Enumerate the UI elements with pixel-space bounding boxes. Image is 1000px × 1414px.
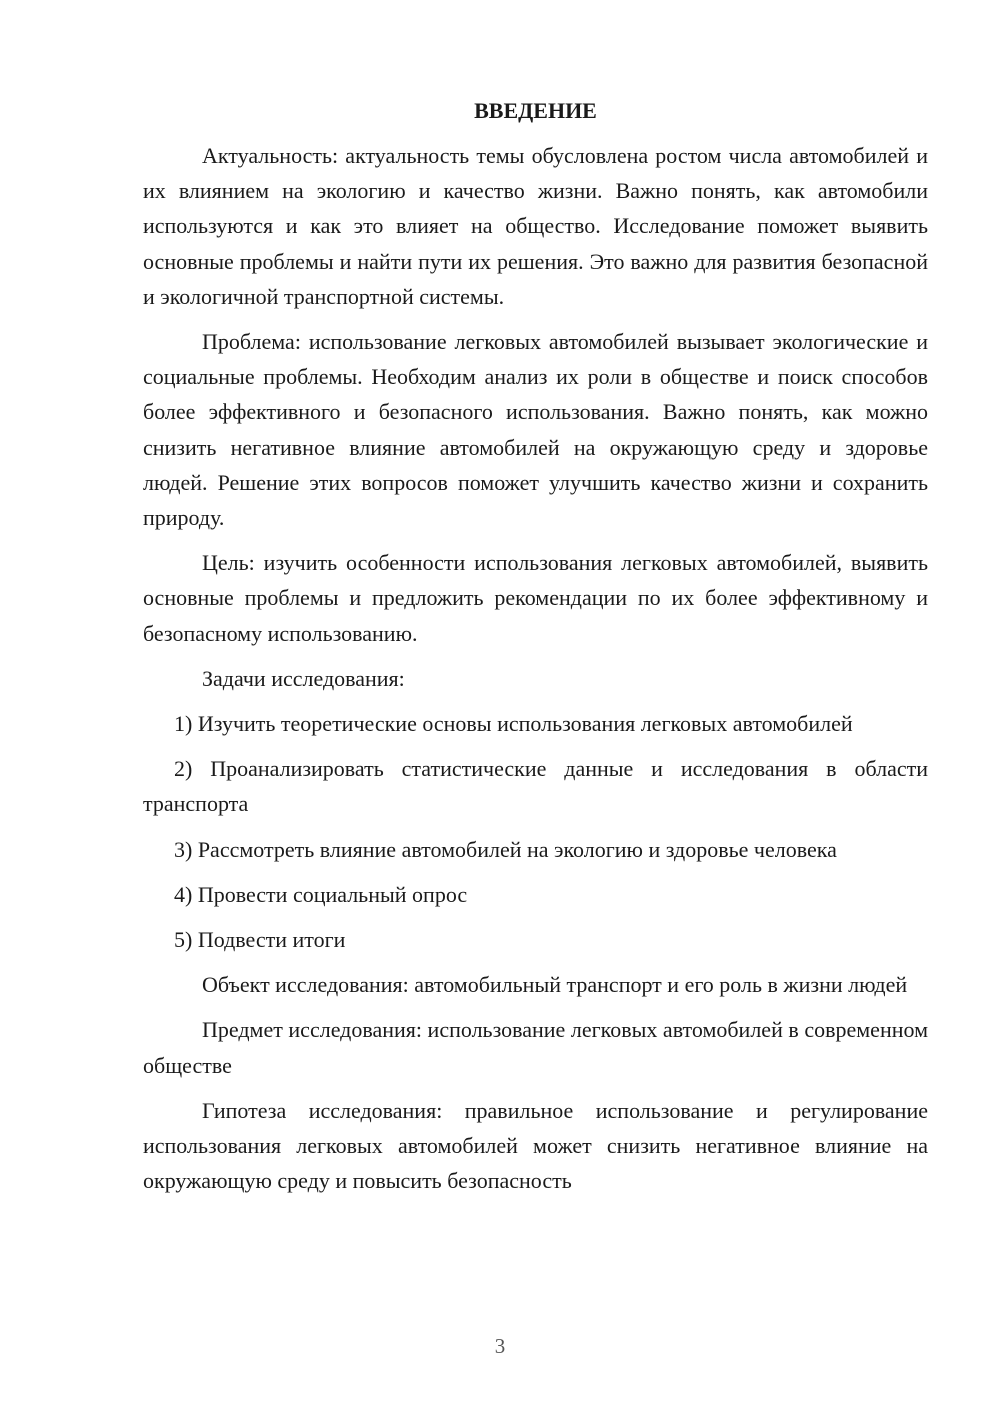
list-item: 4) Провести социальный опрос <box>174 881 468 907</box>
document-body <box>143 96 928 1208</box>
list-item: 3) Рассмотреть влияние автомобилей на экологию и здоровье человека <box>174 836 837 862</box>
object-paragraph: Объект исследования: автомобильный транспорт и его роль в жизни людей <box>202 972 908 998</box>
relevance-paragraph: Актуальность: актуальность темы обусловлена ростом числа автомобилей и их влиянием на экологию и качество жизни. Важно понять, как автомобили используются и как это влияет на общество. Исследование поможет выявить основные проблемы и найти пути их решения. Это важно для развития безопасной и экологичной транспортной системы. <box>143 143 928 309</box>
page-number: 3 <box>494 1334 506 1358</box>
list-item: 1) Изучить теоретические основы использования легковых автомобилей <box>174 711 853 737</box>
tasks-heading: Задачи исследования: <box>202 665 405 691</box>
list-item: 2) Проанализировать статистические данные и исследования в области транспорта <box>143 756 928 817</box>
subject-paragraph: Предмет исследования: использование легковых автомобилей в современном обществе <box>143 1017 928 1078</box>
problem-paragraph: Проблема: использование легковых автомобилей вызывает экологические и социальные проблемы. Необходим анализ их роли в обществе и поиск способов более эффективного и безопасного использования. Важно понять, как можно снизить негативное влияние автомобилей на окружающую среду и здоровье людей. Решение этих вопросов поможет улучшить качество жизни и сохранить природу. <box>143 329 928 531</box>
list-item: 5) Подвести итоги <box>174 927 346 953</box>
hypothesis-paragraph: Гипотеза исследования: правильное использование и регулирование использования легковых автомобилей может снизить негативное влияние на окружающую среду и повысить безопасность <box>143 1097 928 1194</box>
goal-paragraph: Цель: изучить особенности использования легковых автомобилей, выявить основные проблемы и предложить рекомендации по их более эффективному и безопасному использованию. <box>143 550 928 646</box>
page-title: ВВЕДЕНИЕ <box>474 98 597 123</box>
